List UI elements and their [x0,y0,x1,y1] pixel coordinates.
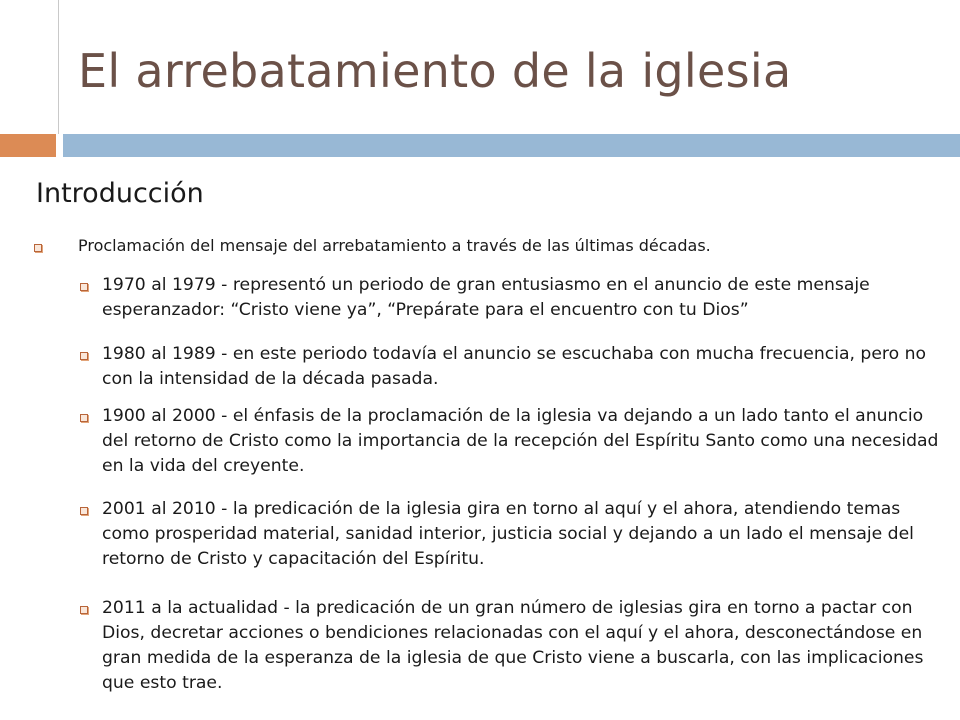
sub-bullet-2011 [80,596,940,696]
square-bullet-icon [80,352,88,360]
square-bullet-icon [80,507,88,515]
title-divider-line [58,0,59,134]
sub-bullet-text: 1900 al 2000 - el énfasis de la proclamación de la iglesia va dejando a un lado tanto el anuncio del retorno de Cristo como la importancia de la recepción del Espíritu Santo como una necesidad en la vida del creyente. [102,406,939,476]
sub-bullet-1900 [80,404,940,479]
slide-title: El arrebatamiento de la iglesia [78,44,792,98]
title-bar [63,134,960,157]
section-heading: Introducción [36,178,204,209]
sub-bullet-1980 [80,342,940,392]
sub-bullet-text: 1970 al 1979 - representó un periodo de gran entusiasmo en el anuncio de este mensaje esperanzador: “Cristo viene ya”, “Prepárate para el encuentro con tu Dios” [102,275,870,320]
square-bullet-icon [80,283,88,291]
sub-bullet-2001 [80,497,940,572]
intro-bullet [34,235,934,257]
title-accent-bar [0,134,56,157]
sub-bullet-text: 1980 al 1989 - en este periodo todavía el anuncio se escuchaba con mucha frecuencia, pero no con la intensidad de la década pasada. [102,344,926,389]
square-bullet-icon [34,244,42,252]
intro-bullet-text: Proclamación del mensaje del arrebatamiento a través de las últimas décadas. [78,236,711,255]
sub-bullet-text: 2011 a la actualidad - la predicación de un gran número de iglesias gira en torno a pactar con Dios, decretar acciones o bendiciones relacionadas con el aquí y el ahora, desconectándose en gran medida de la esperanza de la iglesia de que Cristo viene a buscarla, con las implicaciones que esto trae. [102,598,924,693]
square-bullet-icon [80,606,88,614]
sub-bullet-1970 [80,273,940,323]
square-bullet-icon [80,414,88,422]
sub-bullet-text: 2001 al 2010 - la predicación de la iglesia gira en torno al aquí y el ahora, atendiendo temas como prosperidad material, sanidad interior, justicia social y dejando a un lado el mensaje del retorno de Cristo y capacitación del Espíritu. [102,499,914,569]
